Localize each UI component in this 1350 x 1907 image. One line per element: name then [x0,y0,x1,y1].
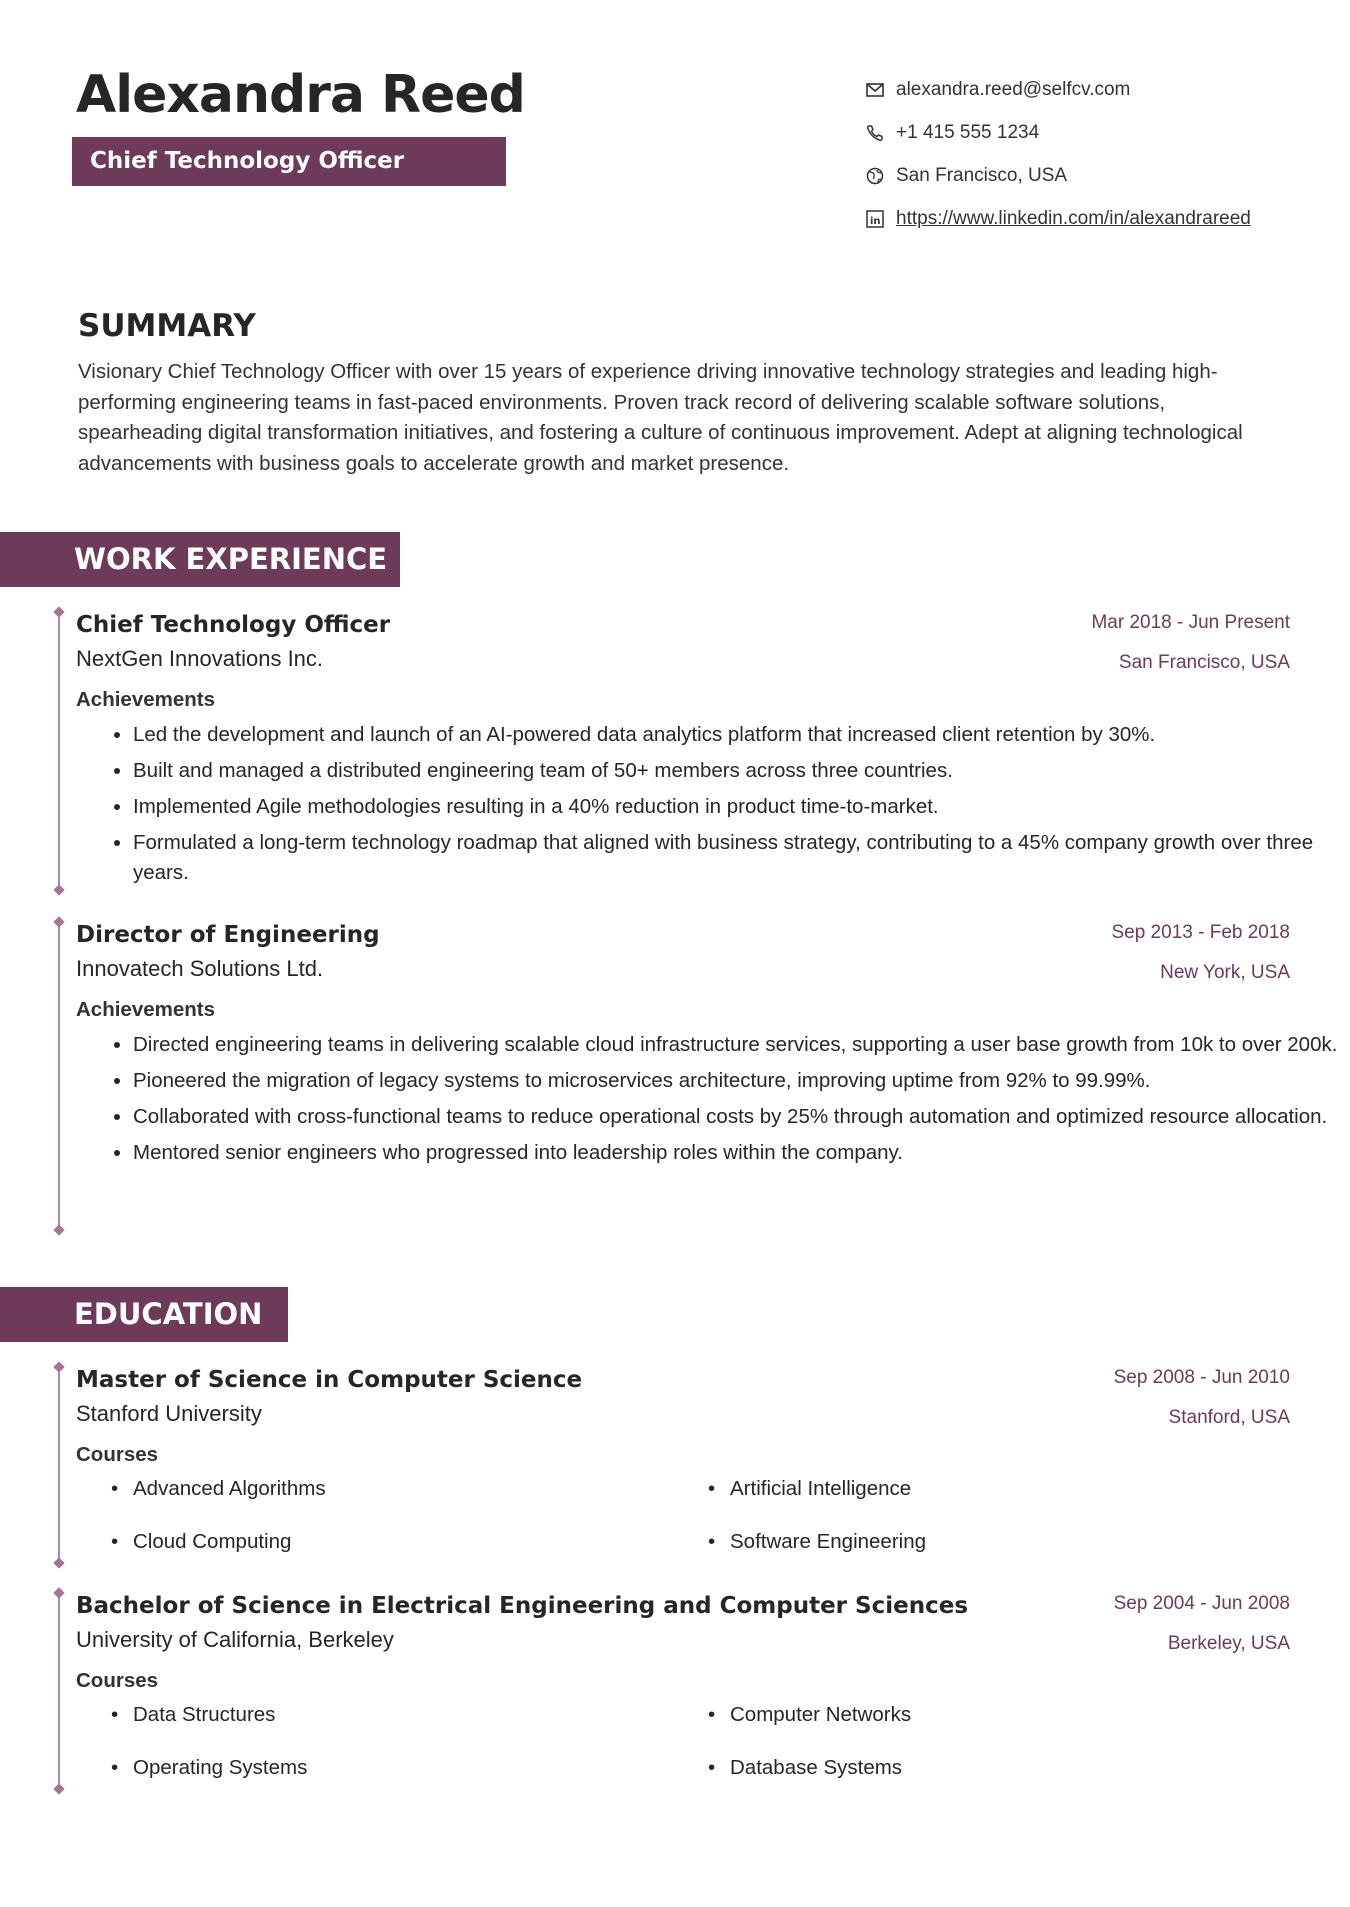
course-item: • Software Engineering [730,1530,926,1554]
education-heading: EDUCATION [0,1287,288,1342]
job-title: Director of Engineering [76,922,380,948]
job-title: Chief Technology Officer [76,612,391,638]
work-experience-heading: WORK EXPERIENCE [0,532,400,587]
envelope-icon [864,77,886,103]
course-item: • Advanced Algorithms [133,1477,326,1501]
achievement-item: • Collaborated with cross-functional teams to reduce operational costs by 25% through automation and optimized resource allocation. [133,1102,1350,1132]
degree-dates: Sep 2008 - Jun 2010 [1113,1367,1290,1388]
achievement-item: • Directed engineering teams in delivering scalable cloud infrastructure services, supporting a user base growth from 10k to over 200k. [133,1030,1350,1060]
job-entry [0,612,1350,892]
courses-label: Courses [76,1443,159,1466]
course-item: • Computer Networks [730,1703,911,1727]
job-dates: Sep 2013 - Feb 2018 [1111,922,1290,943]
timeline-line [58,612,60,890]
course-item: • Artificial Intelligence [730,1477,911,1501]
timeline-line [58,922,60,1230]
degree-title: Bachelor of Science in Electrical Engineering and Computer Sciences [76,1593,969,1619]
contact-linkedin [864,206,1304,232]
school-name: University of California, Berkeley [76,1627,394,1652]
achievement-item: • Built and managed a distributed engineering team of 50+ members across three countries. [133,756,1350,786]
timeline-line [58,1593,60,1789]
globe-icon [864,163,886,189]
achievement-item: • Pioneered the migration of legacy systems to microservices architecture, improving uptime from 92% to 99.99%. [133,1066,1350,1096]
email-text[interactable]: alexandra.reed@selfcv.com [896,79,1131,100]
degree-dates: Sep 2004 - Jun 2008 [1113,1593,1290,1614]
achievement-item: • Formulated a long-term technology roadmap that aligned with business strategy, contributing to a 45% company growth over three years. [133,828,1350,888]
achievement-item: • Led the development and launch of an AI-powered data analytics platform that increased client retention by 30%. [133,720,1350,750]
job-dates: Mar 2018 - Jun Present [1091,612,1290,633]
company-name: Innovatech Solutions Ltd. [76,956,324,981]
course-item: • Operating Systems [133,1756,307,1780]
degree-location: Berkeley, USA [1167,1633,1290,1654]
course-item: • Database Systems [730,1756,902,1780]
job-location: San Francisco, USA [1118,652,1290,673]
achievements-list [76,720,1350,894]
candidate-name: Alexandra Reed [76,65,525,125]
location-text: San Francisco, USA [896,165,1068,186]
contact-email [864,77,1304,103]
linkedin-link[interactable]: https://www.linkedin.com/in/alexandrareed [896,208,1251,229]
achievement-item: • Mentored senior engineers who progressed into leadership roles within the company. [133,1138,1350,1168]
education-entry [0,1593,1350,1789]
company-name: NextGen Innovations Inc. [76,646,324,671]
job-title-banner: Chief Technology Officer [72,137,506,186]
job-location: New York, USA [1160,962,1290,983]
linkedin-icon [864,206,886,232]
education-entry [0,1367,1350,1563]
job-entry [0,922,1350,1232]
contact-phone [864,120,1304,146]
summary-text: Visionary Chief Technology Officer with over 15 years of experience driving innovative technology strategies and leading high-performing engineering teams in fast-paced environments. Proven track record of delivering scalable software solutions, spearheading digital transformation initiatives, and fostering a culture of continuous improvement. Adept at aligning technological advancements with business goals to accelerate growth and market presence. [78,360,1243,475]
contact-location [864,163,1304,189]
course-item: • Data Structures [133,1703,275,1727]
achievements-list [76,1030,1350,1174]
phone-icon [864,120,886,146]
degree-location: Stanford, USA [1168,1407,1290,1428]
achievements-label: Achievements [76,688,216,711]
summary-heading: SUMMARY [78,308,256,344]
degree-title: Master of Science in Computer Science [76,1367,583,1393]
phone-text[interactable]: +1 415 555 1234 [896,122,1040,143]
contact-list [864,77,1304,249]
achievement-item: • Implemented Agile methodologies resulting in a 40% reduction in product time-to-market. [133,792,1350,822]
courses-label: Courses [76,1669,159,1692]
timeline-line [58,1367,60,1563]
svg-text:in: in [870,216,881,227]
course-item: • Cloud Computing [133,1530,291,1554]
achievements-label: Achievements [76,998,216,1021]
school-name: Stanford University [76,1401,262,1426]
